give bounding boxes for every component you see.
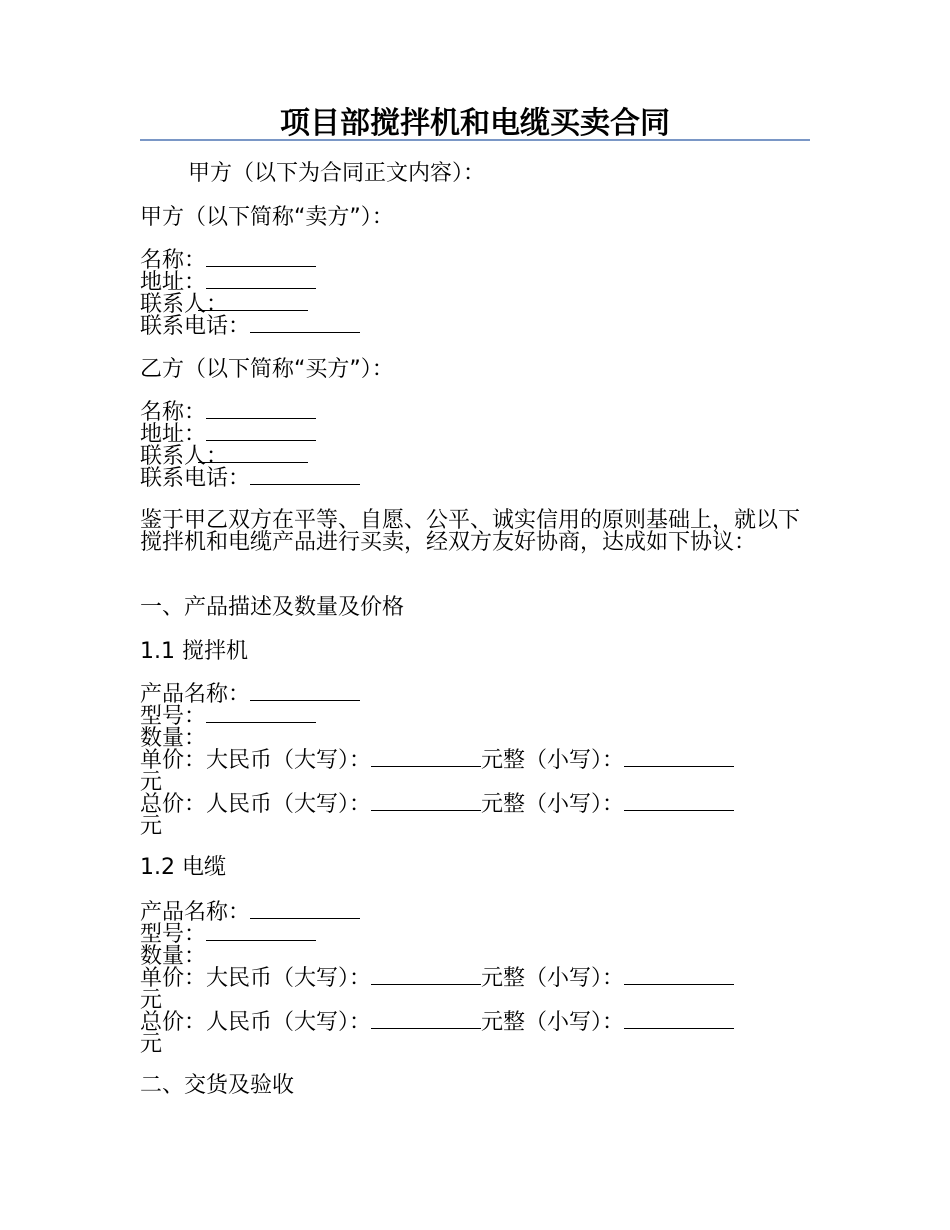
item-1-total-label: 总价：人民币（大写）： — [140, 792, 372, 817]
party-a-address-label: 地址： — [140, 270, 207, 295]
party-b-contact-blank — [198, 461, 308, 463]
party-b-phone-field — [140, 468, 360, 490]
item-1-product-blank — [250, 699, 360, 701]
item-1-model-blank — [206, 721, 316, 723]
party-b-address-blank — [206, 439, 316, 441]
party-a-phone-label: 联系电话： — [140, 314, 251, 339]
item-1-unit-price-label: 单价：大民币（大写）： — [140, 748, 372, 773]
party-a-heading: 甲方（以下简称“卖方”）： — [140, 205, 394, 230]
intro-line: 甲方（以下为合同正文内容）： — [188, 161, 486, 186]
item-2-model-field — [140, 924, 316, 946]
party-b-phone-blank — [250, 483, 360, 485]
party-a-contact-label: 联系人： — [140, 292, 229, 317]
party-a-address-field — [140, 272, 316, 294]
party-b-name-blank — [206, 417, 316, 419]
party-b-phone-label: 联系电话： — [140, 466, 251, 491]
party-b-name-label: 名称： — [140, 400, 207, 425]
item-2-qty-field — [140, 946, 206, 968]
party-b-heading: 乙方（以下简称“买方”）： — [140, 357, 394, 382]
party-b-address-label: 地址： — [140, 422, 207, 447]
party-a-contact-blank — [198, 309, 308, 311]
party-a-phone-field — [140, 316, 360, 338]
item-2-total-field — [140, 1012, 734, 1034]
item-2-unit-price-lower-blank — [624, 983, 734, 985]
item-2-unit-price-upper-blank — [371, 983, 481, 985]
item-2-product-label: 产品名称： — [140, 900, 251, 925]
party-a-name-blank — [206, 265, 316, 267]
item-1-unit-price-yuan: 元 — [140, 770, 163, 795]
item-1-total-upper-blank — [371, 809, 481, 811]
party-a-contact-field — [140, 294, 308, 316]
party-b-contact-field — [140, 446, 308, 468]
item-2-qty-label: 数量： — [140, 944, 207, 969]
preamble-paragraph: 鉴于甲乙双方在平等、自愿、公平、诚实信用的原则基础上，就以下搅拌机和电缆产品进行买卖，经双方友好协商，达成如下协议： — [140, 508, 801, 555]
item-2-total-yuan-small: 元整（小写）： — [481, 1010, 625, 1035]
item-2-unit-price-label: 单价：大民币（大写）： — [140, 966, 372, 991]
item-1-heading: 1.1 搅拌机 — [140, 639, 248, 664]
item-2-unit-price-yuan-small: 元整（小写）： — [481, 966, 625, 991]
section-1-heading: 一、产品描述及数量及价格 — [140, 595, 405, 620]
item-2-total-label: 总价：人民币（大写）： — [140, 1010, 372, 1035]
item-1-total-yuan: 元 — [140, 814, 163, 839]
item-1-unit-price-lower-blank — [624, 765, 734, 767]
item-2-total-lower-blank — [624, 1027, 734, 1029]
item-2-unit-price-field — [140, 968, 734, 990]
party-b-contact-label: 联系人： — [140, 444, 229, 469]
party-b-name-field — [140, 402, 316, 424]
item-1-unit-price-yuan-small: 元整（小写）： — [481, 748, 625, 773]
item-1-unit-price-upper-blank — [371, 765, 481, 767]
item-2-model-blank — [206, 939, 316, 941]
item-2-total-yuan: 元 — [140, 1032, 163, 1057]
item-1-total-field — [140, 794, 734, 816]
item-2-total-upper-blank — [371, 1027, 481, 1029]
item-2-product-field — [140, 902, 360, 924]
item-1-qty-field — [140, 728, 206, 750]
item-2-model-label: 型号： — [140, 922, 207, 947]
item-1-model-label: 型号： — [140, 704, 207, 729]
item-2-unit-price-yuan: 元 — [140, 988, 163, 1013]
item-1-product-label: 产品名称： — [140, 682, 251, 707]
title-underline — [140, 139, 810, 141]
page-title: 项目部搅拌机和电缆买卖合同 — [280, 106, 670, 141]
item-1-qty-label: 数量： — [140, 726, 207, 751]
item-2-heading: 1.2 电缆 — [140, 855, 226, 880]
party-a-address-blank — [206, 287, 316, 289]
party-a-name-field — [140, 250, 316, 272]
item-2-product-blank — [250, 917, 360, 919]
item-1-product-field — [140, 684, 360, 706]
item-1-model-field — [140, 706, 316, 728]
item-1-unit-price-field — [140, 750, 734, 772]
section-2-heading: 二、交货及验收 — [140, 1073, 295, 1098]
item-1-total-yuan-small: 元整（小写）： — [481, 792, 625, 817]
party-a-name-label: 名称： — [140, 248, 207, 273]
item-1-total-lower-blank — [624, 809, 734, 811]
party-b-address-field — [140, 424, 316, 446]
party-a-phone-blank — [250, 331, 360, 333]
